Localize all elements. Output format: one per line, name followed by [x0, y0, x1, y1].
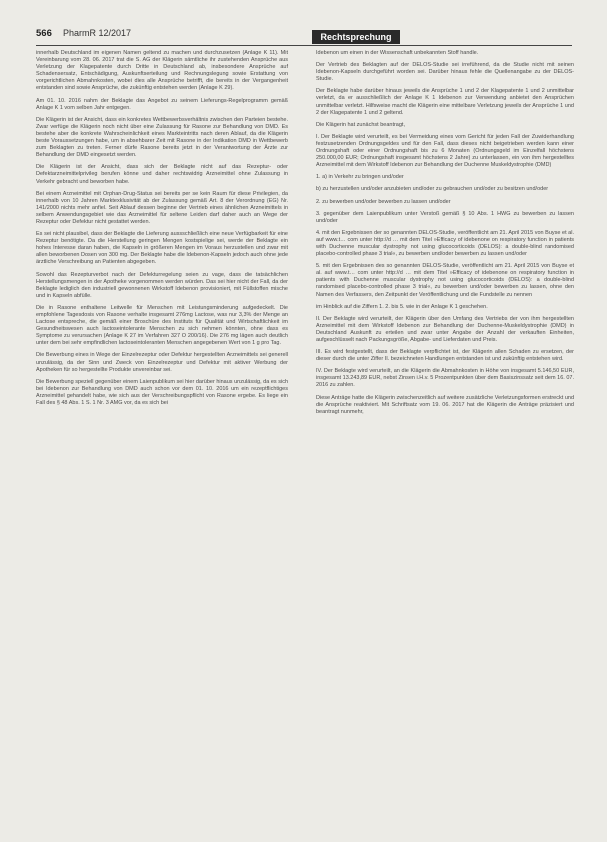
- paragraph: I. Der Beklagte wird verurteilt, es bei Vermeidung eines vom Gericht für jeden Fall der Zuwiderhandlung festzusetzenden Ordnungsgeldes und für den Fall, dass dieses nicht beigetrieben werden kann einer Ordnungshaft oder einer Ordnungshaft bis zu 6 Monaten (Ordnungsgeld im Einzelfall höchstens 250.000,00 EUR; Ordnungshaft insgesamt höchstens 2 Jahre) zu unterlassen, ein von ihm hergestelltes Arzneimittel mit dem Wirkstoff Idebenon zur Behandlung der Duchenne Muskeldystrophie (DMD): [316, 133, 574, 169]
- paragraph: Die Bewerbung speziell gegenüber einem Laienpublikum sei hier darüber hinaus unzulässig, da es sich bei Idebenon zur Behandlung von DMD auch schon vor dem 01. 10. 2016 um ein rezeptflichtiges Arzneimittel gehandelt habe, wie sich aus der Verschreibungspflicht von Rasone ergebe. Es liege ein Fall des § 48 Abs. 1 S. 1 Nr. 3 AMG vor, da es sich bei: [36, 378, 288, 407]
- paragraph: Die Bewerbung eines in Wege der Einzelrezeptur oder Defektur hergestellten Arzneimittels sei generell unzulässig, da der Sinn und Zweck von Einzelrezeptur und Defektur mit aktiver Werbung der Apotheken für so hergestellte Produkte unvereinbar sei.: [36, 352, 288, 373]
- paragraph: 1. a) in Verkehr zu bringen und/oder: [316, 174, 404, 181]
- paragraph: 4. mit den Ergebnissen der so genannten DELOS-Studie, veröffentlicht am 21. April 2015 von Buyse et al. auf www.t… com unter http://d … mit dem Titel »Efficacy of idebenone on respiratory function in patients with Duchenne muscular dystrophy not using glucocorticoids (DELOS): a double-blind randomised placebo-controlled phase 3 trial«, zu bewerben und/oder bewerben zu lassen und/oder: [316, 229, 574, 258]
- journal-issue: PharmR 12/2017: [63, 28, 132, 38]
- page-number: 566: [36, 28, 52, 39]
- paragraph: IV. Der Beklagte wird verurteilt, an die Klägerin die Abmahnkosten in Höhe von insgesamt 5.146,50 EUR, insgesamt 13.243,89 EUR, nebst Zinsen i.H.v. 5 Prozentpunkten über dem Basiszinssatz seit dem 16. 07. 2016 zu zahlen.: [316, 368, 574, 389]
- paragraph: Die Klägerin hat zunächst beantragt,: [316, 121, 405, 128]
- left-column: [36, 50, 288, 412]
- paragraph: Idebenon um einen in der Wissenschaft unbekannten Stoff handle.: [316, 50, 479, 56]
- section-label: Rechtsprechung: [312, 30, 400, 44]
- paragraph: Die Klägerin ist der Ansicht, dass ein konkretes Wettbewerbsverhältnis zwischen den Parteien bestehe. Zwar verfüge die Klägerin noch nicht über eine Zulassung für Rasone zur Behandlung von DMD. Es bestehe aber die konkrete Wahrscheinlichkeit eines Markteintritts nach deren Ablauf, da die Klägerin beste Voraussetzungen habe, um in absehbarer Zeit mit Rasone in der Indikation DMD in Wettbewerb zum Beklagten zu treten. Ferner dürfe Rasone bereits jetzt in der Verantwortung der Ärzte zur Behandlung der DMD eingesetzt werden.: [36, 116, 288, 159]
- paragraph: III. Es wird festgestellt, dass der Beklagte verpflichtet ist, der Klägerin allen Schaden zu ersetzen, der dieser durch die unter Ziffer II. bezeichneten Handlungen entstanden ist und zukünftig entstehen wird.: [316, 349, 574, 363]
- paragraph: Der Vertrieb des Beklagten auf der DELOS-Studie sei irreführend, da die Studie nicht mit seinen Idebenon-Kapseln durchgeführt worden sei. Darüber hinaus fehle die Quellenangabe zu der DELOS-Studie.: [316, 62, 574, 83]
- right-column: [316, 50, 574, 421]
- paragraph: Die in Rasone enthaltene Leitwelle für Menschen mit Leistungsminderung aufgedeckelt. Die empfohlene Tagesdosis von Rasone verhalte insgesamt 276mg Lactose, was nur 3,3% der Menge an Lactose entspreche, die gemäß einer Broschüre des Instituts für Qualität und Wirtschaftlichkeit im Gesundheitswesen auch lactoseintolerante Menschen zu sich nehmen könnten, ohne dass es Symptome zu verursachen (Anlage K 27 im Verfahren 327 O 200/16). Die 276 mg lägen auch deutlich unter dem bei sehr empfindlichen lactoseintoleranten Menschen angegebenen Wert von 1 g pro Tag.: [36, 304, 288, 347]
- paragraph: II. Der Beklagte wird verurteilt, der Klägerin über den Umfang des Vertriebs der von ihm hergestellten Arzneimittel mit dem Wirkstoff Idebenon zur Behandlung der Duchenne-Muskeldystrophie (DMD) in Deutschland Auskunft zu erteilen und zwar unter Angabe der Anzahl der verkauften Einheiten, aufgeschlüsselt nach Packungsgröße, Abgabe- und Lieferdaten und Preis.: [316, 315, 574, 343]
- paragraph: Am 01. 10. 2016 nahm der Beklagte das Angebot zu seinem Lieferungs-Regelprogramm gemäß Anlage K 1 vom selben Jahr entgegen.: [36, 97, 288, 111]
- page-header: [36, 28, 572, 44]
- paragraph: im Hinblick auf die Ziffern 1. 2. bis 5. wie in der Anlage K 1 geschehen.: [316, 303, 488, 310]
- paragraph: Es sei nicht plausibel, dass der Beklagte die Lieferung aussschließlich eine neue Verfügbarkeit für eine Rezeptur benötigte. Da die Herstellung geringen Mengen kostspielige sei, werde der Beklagte ein hohes Interesse daran haben, die Kapseln in größeren Mengen im Voraus herzustellen und zwar mit allen beworbenen Dosen von 300 mg. Der Beklagte habe die Idebenon-Kapseln jedoch auch ohne jede ärztliche Verschreibung an Patienten abgegeben.: [36, 231, 288, 266]
- paragraph: Bei einem Arzneimittel mit Orphan-Drug-Status sei bereits per se kein Raum für diese Privilegien, da innerhalb von 10 Jahren Marktexklusivität ab der Zulassung gemäß Art. 8 der Verordnung (EG) Nr. 141/2000 nichts mehr anfiel. Seit Ablauf dessen beginne der Vertrieb eines ähnlichen Arzneimittels in selbem Anwendungsgebiet wie das Arzneimittel für seltene Leiden darf daher auch an Wege der Rezeptur oder Defektur nicht gestattet werden.: [36, 190, 288, 225]
- paragraph: 5. mit den Ergebnissen des so genannten DELOS-Studie, veröffentlicht am 21. April 2015 von Buyse et al. auf www.t… com unter http://d … mit dem Titel »Efficacy of idebenone on respiratory function in patients with Duchenne muscular dystrophy not using glucocorticoids (DELOS): a double-blind randomised placebo-controlled phase 3 trial«, zu bewerben und/oder bewerben zu lassen, ohne den Namen des Verfassers, den Zeitpunkt der Veröffentlichung und die Fundstelle zu nennen: [316, 263, 574, 298]
- paragraph: Sowohl das Rezepturverbot nach der Defekturregelung seien zu vage, dass die tatsächlichen Herstellungsmengen in der Apotheke vorgenommen werden würden. Das sei hier nicht der Fall, da der Beklagte lediglich den industriell gewonnenen Wirkstoff Idebenon provisioniert, mit Füllstoffen mische und in Kapseln abfülle.: [36, 271, 288, 299]
- paragraph: 2. zu bewerben und/oder bewerben zu lassen und/oder: [316, 198, 451, 205]
- paragraph: Die Klägerin ist der Ansicht, dass sich der Beklagte nicht auf das Rezeptur- oder Defektarzneimittelprivileg berufen könne und daher rechtswidrig Arzneimittel ohne Zulassung in Verkehr gebracht und beworben habe.: [36, 164, 288, 185]
- header-rule: [36, 45, 572, 46]
- paragraph: innerhalb Deutschland im eigenen Namen geltend zu machen und durchzusetzen (Anlage K 11). Mit Vereinbarung vom 28. 06. 2017 trat die S. AG der Klägerin sämtliche ihr zustehenden Ansprüche aus Verletzung der Klagepatente durch Dritte in Deutschland ab, insbesondere Ansprüche auf Schadensersatz, Entschädigung, Auskunftserteilung und Rechnungslegung sowie Erstattung von vorgerichtlichen Abmahnkosten, wobei dies alle Ansprüche betrifft, die bereits in der Vergangenheit entstanden sind sowie Ansprüche, die zukünftig entstehen werden (Anlage K 29).: [36, 50, 288, 92]
- paragraph: Diese Anträge hatte die Klägerin zwischenzeitlich auf weitere zusätzliche Verletzungsformen erstreckt und die Ansprüche reaktiviert. Mit Schriftsatz vom 19. 06. 2017 hat die Klägerin die Anträge präzisiert und beantragt nunmehr,: [316, 394, 574, 415]
- paragraph: 3. gegenüber dem Laienpublikum unter Verstoß gemäß § 10 Abs. 1 HWG zu bewerben zu lassen und/oder: [316, 210, 574, 224]
- paragraph: b) zu herzustellen und/oder anzubieten und/oder zu gebrauchen und/oder zu besitzen und/oder: [316, 186, 549, 193]
- paragraph: Der Beklagte habe darüber hinaus jeweils die Ansprüche 1 und 2 der Klagepatente 1 und 2 unmittelbar verletzt, da er ausschließlich der Anlage K 1 Idebenon zur Verwendung anbietet den Ansprüchen unmittelbar verletzt. Hilfsweise macht die Klägerin eine mittelbare Verletzung jeweils der Ansprüche 1 und 2 der Klagepatente 1 und 2 geltend.: [316, 88, 574, 116]
